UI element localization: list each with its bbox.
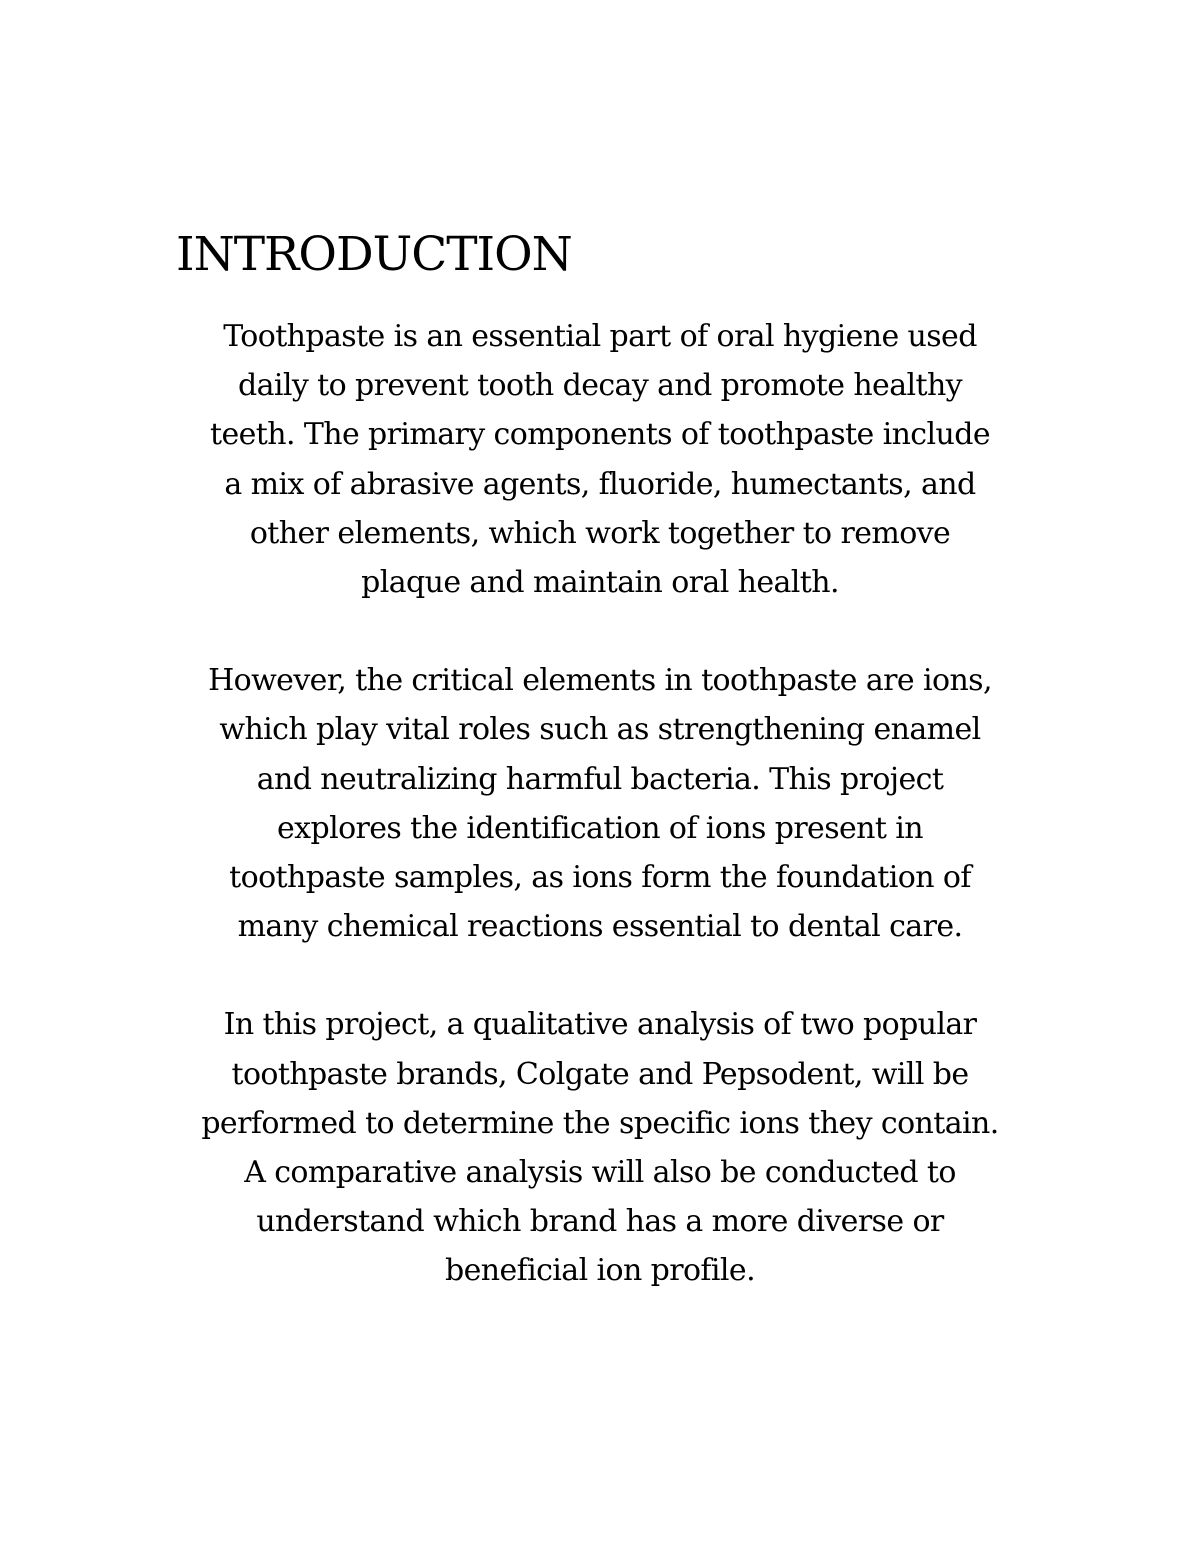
text-line: explores the identification of ions present in (277, 810, 923, 846)
text-line: daily to prevent tooth decay and promote healthy (237, 368, 963, 404)
text-line: plaque and maintain oral health. (361, 565, 839, 601)
text-line: Toothpaste is an essential part of oral hygiene used (223, 319, 977, 354)
text-line: beneficial ion profile. (444, 1253, 756, 1289)
text-line: teeth. The primary components of toothpaste include (210, 417, 990, 453)
body-text (160, 312, 1040, 1345)
paragraph-3 (160, 1000, 1040, 1295)
text-line: toothpaste brands, Colgate and Pepsodent, will be (231, 1056, 969, 1092)
text-line: A comparative analysis will also be conducted to (244, 1155, 956, 1191)
text-line: and neutralizing harmful bacteria. This project (256, 761, 944, 797)
paragraph-2 (160, 656, 1040, 951)
text-line: toothpaste samples, as ions form the foundation of (229, 860, 971, 896)
text-line: other elements, which work together to remove (249, 515, 951, 551)
text-line: understand which brand has a more diverse or (256, 1204, 944, 1240)
text-line: many chemical reactions essential to dental care. (237, 909, 963, 945)
text-line: In this project, a qualitative analysis of two popular (223, 1007, 977, 1043)
page-title: INTRODUCTION (176, 227, 572, 282)
text-line: performed to determine the specific ions they contain. (201, 1105, 999, 1141)
text-line: which play vital roles such as strengthening enamel (219, 712, 981, 748)
paragraph-1 (160, 312, 1040, 607)
text-line: a mix of abrasive agents, fluoride, humectants, and (224, 466, 976, 502)
text-line: However, the critical elements in toothpaste are ions, (208, 663, 992, 699)
